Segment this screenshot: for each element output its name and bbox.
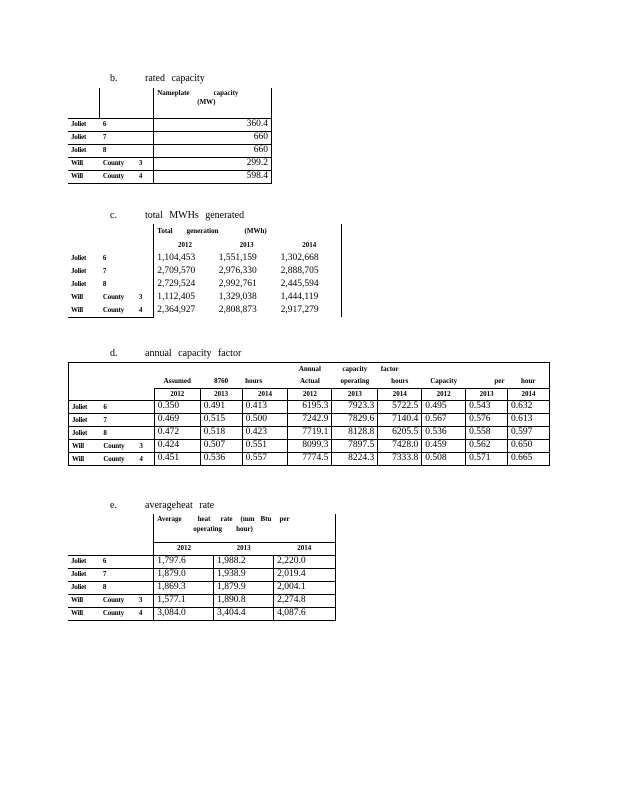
header-hour: hour bbox=[508, 376, 550, 389]
value-cell: 0.597 bbox=[508, 427, 550, 440]
value-cell: 2,220.0 bbox=[274, 555, 336, 568]
value-cell: 7242.9 bbox=[288, 414, 332, 427]
value-cell: 7923.3 bbox=[332, 401, 378, 414]
value-cell: 2,709,570 bbox=[157, 265, 196, 276]
value-cell: 1,879.0 bbox=[154, 568, 214, 581]
unit-label: 8 bbox=[100, 144, 136, 157]
plant-name: Joliet bbox=[68, 568, 100, 581]
unit-label: 7 bbox=[100, 414, 136, 427]
section-b-letter: b. bbox=[110, 73, 118, 84]
capacity-value: 299.2 bbox=[154, 157, 272, 170]
value-cell: 1,938.9 bbox=[214, 568, 274, 581]
value-cell: 0.543 bbox=[466, 401, 508, 414]
table-row bbox=[68, 170, 272, 183]
header-8760: 8760 bbox=[214, 377, 229, 386]
heat-rate-table bbox=[68, 514, 336, 621]
table-row bbox=[69, 453, 550, 466]
header-average: Average bbox=[157, 515, 182, 523]
value-cell: 0.562 bbox=[466, 440, 508, 453]
unit-number bbox=[136, 581, 154, 594]
capacity-value: 660 bbox=[154, 144, 272, 157]
value-cell: 8099.3 bbox=[288, 440, 332, 453]
value-cell: 7428.0 bbox=[378, 440, 422, 453]
value-cell: 4,087.6 bbox=[274, 607, 336, 620]
unit-label: 7 bbox=[102, 267, 107, 275]
table-row bbox=[68, 607, 336, 620]
unit-number: 3 bbox=[136, 291, 154, 304]
value-cell: 1,797.6 bbox=[154, 555, 214, 568]
value-cell: 0.632 bbox=[508, 401, 550, 414]
unit-number: 3 bbox=[136, 440, 154, 453]
capacity-value: 360.4 bbox=[154, 118, 272, 131]
plant-name: Joliet bbox=[68, 118, 100, 131]
value-cell: 2,729,524 bbox=[157, 278, 196, 289]
year-header: 2012 bbox=[288, 389, 332, 401]
value-cell: 7719.1 bbox=[288, 427, 332, 440]
plant-name: Will bbox=[69, 440, 101, 453]
year-header: 2012 bbox=[177, 240, 192, 249]
unit-number bbox=[136, 144, 154, 157]
table-row bbox=[68, 278, 342, 291]
header-mwh: (MWh) bbox=[244, 226, 267, 235]
unit-number bbox=[136, 265, 154, 278]
header-mw: (MW) bbox=[197, 98, 216, 106]
header-nameplate: Nameplate bbox=[157, 89, 190, 97]
value-cell: 0.515 bbox=[200, 414, 242, 427]
value-cell: 2,004.1 bbox=[274, 581, 336, 594]
header-total: Total bbox=[157, 226, 173, 235]
value-cell: 3,084.0 bbox=[154, 607, 214, 620]
year-header: 2013 bbox=[466, 389, 508, 401]
plant-name: Joliet bbox=[71, 267, 87, 275]
value-cell: 2,274.8 bbox=[274, 594, 336, 607]
year-header: 2012 bbox=[422, 389, 466, 401]
header-mm: (mm bbox=[240, 515, 255, 523]
unit-number: 3 bbox=[136, 594, 154, 607]
unit-label: County bbox=[100, 304, 136, 317]
value-cell: 0.558 bbox=[466, 427, 508, 440]
unit-label: County bbox=[100, 607, 136, 620]
plant-name: Will bbox=[68, 304, 100, 317]
value-cell: 1,112,405 bbox=[157, 291, 195, 302]
value-cell: 3,404.4 bbox=[214, 607, 274, 620]
unit-number: 3 bbox=[136, 157, 154, 170]
unit-number bbox=[136, 278, 154, 291]
value-cell: 0.491 bbox=[200, 401, 242, 414]
plant-name: Joliet bbox=[71, 254, 87, 262]
value-cell: 0.508 bbox=[422, 453, 466, 466]
year-header: 2013 bbox=[239, 240, 254, 249]
unit-number bbox=[136, 427, 154, 440]
unit-label: County bbox=[102, 293, 124, 301]
section-b-title: rated capacity bbox=[145, 73, 205, 84]
table-row bbox=[68, 144, 272, 157]
value-cell: 1,444,119 bbox=[278, 291, 342, 304]
unit-label: 6 bbox=[100, 401, 136, 414]
table-row bbox=[69, 401, 550, 414]
capacity-value: 598.4 bbox=[154, 170, 272, 183]
plant-name: Joliet bbox=[71, 280, 87, 288]
unit-number bbox=[136, 401, 154, 414]
table-row bbox=[68, 581, 336, 594]
header-annual: Annual bbox=[288, 363, 332, 376]
table-row bbox=[69, 414, 550, 427]
year-header: 2014 bbox=[508, 389, 550, 401]
value-cell: 1,869.3 bbox=[154, 581, 214, 594]
year-header: 2014 bbox=[274, 542, 336, 555]
plant-name: Will bbox=[68, 594, 100, 607]
plant-name: Joliet bbox=[68, 131, 100, 144]
value-cell: 0.495 bbox=[422, 401, 466, 414]
unit-number: 4 bbox=[136, 607, 154, 620]
unit-label: 6 bbox=[100, 555, 136, 568]
value-cell: 2,019.4 bbox=[274, 568, 336, 581]
value-cell: 7897.5 bbox=[332, 440, 378, 453]
header-operating: operating bbox=[340, 377, 370, 386]
section-d-letter: d. bbox=[110, 348, 118, 359]
value-cell: 0.536 bbox=[200, 453, 242, 466]
header-hour: hour) bbox=[236, 525, 253, 533]
table-row bbox=[68, 594, 336, 607]
value-cell: 6195.3 bbox=[288, 401, 332, 414]
header-rate: rate bbox=[220, 515, 233, 523]
value-cell: 2,364,927 bbox=[157, 304, 196, 315]
table-row bbox=[68, 157, 272, 170]
header-hours: hours bbox=[391, 377, 409, 386]
value-cell: 0.413 bbox=[242, 401, 288, 414]
unit-number bbox=[136, 568, 154, 581]
value-cell: 2,992,761 bbox=[218, 278, 257, 289]
plant-name: Joliet bbox=[69, 401, 101, 414]
unit-label: 7 bbox=[100, 568, 136, 581]
value-cell: 1,104,453 bbox=[157, 252, 196, 263]
total-generation-table bbox=[68, 224, 342, 318]
value-cell: 0.469 bbox=[154, 414, 200, 427]
header-btu: Btu bbox=[260, 515, 272, 523]
value-cell: 6205.5 bbox=[378, 427, 422, 440]
unit-number bbox=[136, 118, 154, 131]
value-cell: 7333.8 bbox=[378, 453, 422, 466]
table-row bbox=[68, 304, 342, 317]
value-cell: 2,888,705 bbox=[278, 265, 342, 278]
unit-label: 7 bbox=[100, 131, 136, 144]
unit-label: 6 bbox=[102, 254, 107, 262]
header-assumed: Assumed bbox=[163, 377, 191, 386]
year-header: 2014 bbox=[378, 389, 422, 401]
unit-number bbox=[136, 414, 154, 427]
value-cell: 0.350 bbox=[154, 401, 200, 414]
rated-capacity-table bbox=[68, 88, 272, 184]
value-cell: 1,329,038 bbox=[218, 291, 257, 302]
value-cell: 2,445,594 bbox=[278, 278, 342, 291]
header-operating: operating bbox=[193, 525, 223, 533]
value-cell: 8128.8 bbox=[332, 427, 378, 440]
unit-label: 8 bbox=[102, 280, 107, 288]
header-hours: hours bbox=[245, 377, 263, 386]
value-cell: 0.551 bbox=[242, 440, 288, 453]
unit-label: 8 bbox=[100, 581, 136, 594]
year-header: 2014 bbox=[242, 389, 288, 401]
value-cell: 1,302,668 bbox=[278, 252, 342, 265]
year-header: 2013 bbox=[214, 542, 274, 555]
value-cell: 0.424 bbox=[154, 440, 200, 453]
plant-name: Will bbox=[71, 293, 83, 301]
year-header: 2013 bbox=[332, 389, 378, 401]
unit-label: County bbox=[100, 440, 136, 453]
value-cell: 0.472 bbox=[154, 427, 200, 440]
table-row bbox=[68, 265, 342, 278]
value-cell: 0.650 bbox=[508, 440, 550, 453]
value-cell: 7774.5 bbox=[288, 453, 332, 466]
table-row bbox=[68, 131, 272, 144]
unit-number: 4 bbox=[136, 453, 154, 466]
plant-name: Joliet bbox=[68, 581, 100, 594]
unit-label: County bbox=[100, 170, 136, 183]
value-cell: 0.613 bbox=[508, 414, 550, 427]
header-per: per bbox=[494, 377, 505, 386]
plant-name: Joliet bbox=[69, 427, 101, 440]
section-e-letter: e. bbox=[110, 500, 117, 511]
table-row bbox=[69, 427, 550, 440]
value-cell: 0.557 bbox=[242, 453, 288, 466]
unit-label: 6 bbox=[100, 118, 136, 131]
value-cell: 0.536 bbox=[422, 427, 466, 440]
plant-name: Will bbox=[68, 607, 100, 620]
unit-number: 4 bbox=[136, 170, 154, 183]
year-header: 2014 bbox=[278, 238, 342, 252]
table-row bbox=[69, 440, 550, 453]
value-cell: 0.500 bbox=[242, 414, 288, 427]
section-c-letter: c. bbox=[110, 210, 117, 221]
table-row bbox=[68, 252, 342, 265]
unit-label: County bbox=[100, 453, 136, 466]
header-actual: Actual bbox=[299, 377, 320, 386]
value-cell: 8224.3 bbox=[332, 453, 378, 466]
value-cell: 1,551,159 bbox=[218, 252, 257, 263]
value-cell: 2,976,330 bbox=[218, 265, 257, 276]
unit-number bbox=[136, 252, 154, 265]
plant-name: Will bbox=[68, 170, 100, 183]
unit-label: County bbox=[100, 594, 136, 607]
unit-number bbox=[136, 555, 154, 568]
year-header: 2013 bbox=[200, 389, 242, 401]
header-heat: heat bbox=[197, 515, 211, 523]
value-cell: 2,917,279 bbox=[278, 304, 342, 317]
plant-name: Joliet bbox=[68, 555, 100, 568]
unit-number bbox=[136, 131, 154, 144]
value-cell: 1,879.9 bbox=[214, 581, 274, 594]
year-header: 2012 bbox=[154, 542, 214, 555]
value-cell: 7829.6 bbox=[332, 414, 378, 427]
unit-label: County bbox=[100, 157, 136, 170]
header-factor: factor bbox=[378, 363, 422, 376]
value-cell: 0.507 bbox=[200, 440, 242, 453]
table-row bbox=[68, 568, 336, 581]
value-cell: 1,988.2 bbox=[214, 555, 274, 568]
year-header: 2012 bbox=[154, 389, 200, 401]
value-cell: 0.459 bbox=[422, 440, 466, 453]
value-cell: 1,890.8 bbox=[214, 594, 274, 607]
value-cell: 5722.5 bbox=[378, 401, 422, 414]
plant-name: Joliet bbox=[69, 414, 101, 427]
capacity-value: 660 bbox=[154, 131, 272, 144]
section-c-title: total MWHs generated bbox=[145, 210, 245, 221]
value-cell: 2,808,873 bbox=[218, 304, 257, 315]
plant-name: Joliet bbox=[68, 144, 100, 157]
plant-name: Will bbox=[69, 453, 101, 466]
value-cell: 0.423 bbox=[242, 427, 288, 440]
value-cell: 0.567 bbox=[422, 414, 466, 427]
value-cell: 0.451 bbox=[154, 453, 200, 466]
header-per: per bbox=[279, 515, 290, 523]
value-cell: 1,577.1 bbox=[154, 594, 214, 607]
section-e-title: averageheat rate bbox=[145, 500, 215, 511]
value-cell: 0.518 bbox=[200, 427, 242, 440]
unit-number: 4 bbox=[136, 304, 154, 317]
section-d-title: annual capacity factor bbox=[145, 348, 242, 359]
header-capacity: capacity bbox=[332, 363, 378, 376]
header-generation: generation bbox=[186, 226, 219, 235]
value-cell: 0.576 bbox=[466, 414, 508, 427]
plant-name: Will bbox=[68, 157, 100, 170]
value-cell: 0.571 bbox=[466, 453, 508, 466]
table-row bbox=[68, 555, 336, 568]
unit-label: 8 bbox=[100, 427, 136, 440]
table-row bbox=[68, 118, 272, 131]
header-capacity-per: Capacity bbox=[430, 377, 458, 386]
value-cell: 7140.4 bbox=[378, 414, 422, 427]
header-capacity: capacity bbox=[213, 89, 239, 97]
capacity-factor-table bbox=[68, 362, 550, 466]
table-row bbox=[68, 291, 342, 304]
value-cell: 0.665 bbox=[508, 453, 550, 466]
